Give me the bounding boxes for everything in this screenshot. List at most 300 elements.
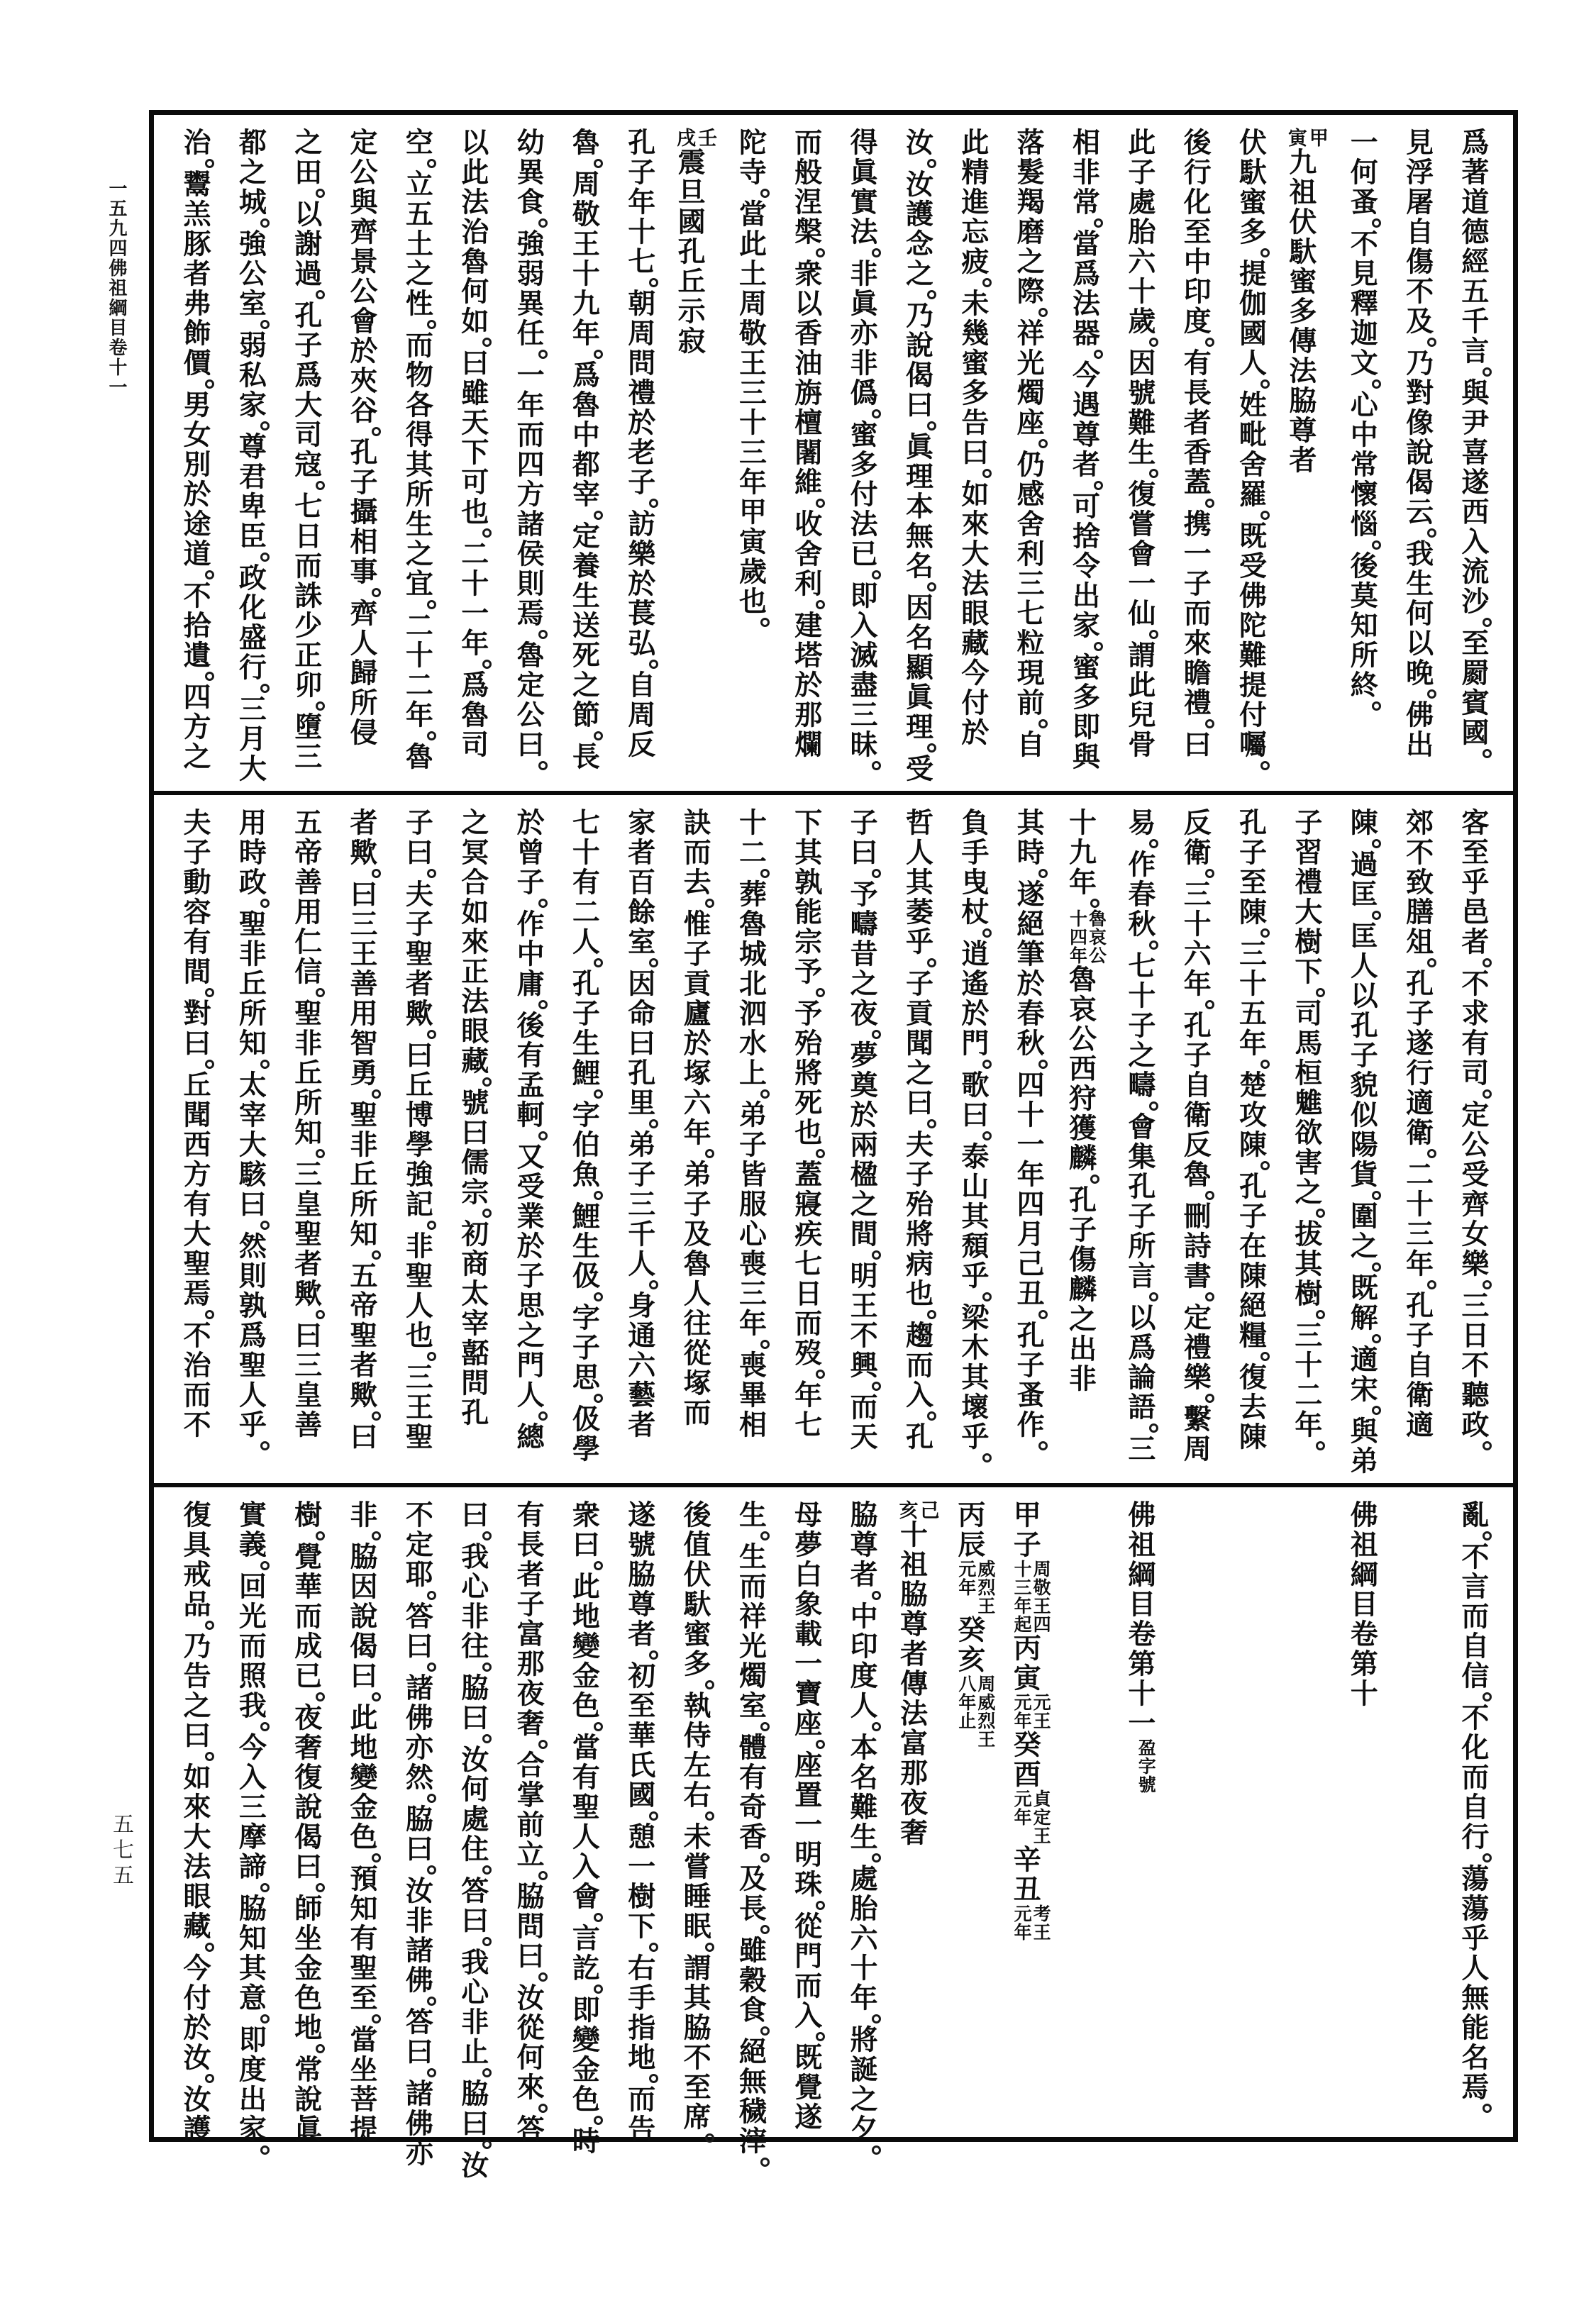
reading-mark — [427, 1997, 436, 2006]
reading-mark — [427, 1865, 436, 1875]
text-column: 陳過匡匡人以孔子貌似陽貨圍之既解適宋與弟 — [1339, 808, 1383, 1476]
reading-mark — [1427, 1280, 1436, 1289]
reading-mark — [927, 958, 936, 967]
reading-mark — [927, 1411, 936, 1421]
reading-mark — [538, 218, 548, 228]
text-column: 曰我心非往脇曰汝何處住答曰我心非止脇曰汝 — [450, 1500, 494, 2180]
reading-mark — [1316, 1441, 1325, 1450]
reading-mark — [316, 290, 325, 299]
reading-mark — [1149, 338, 1158, 347]
text-column: 此精進忘疲未幾蜜多告曰如來大法眼藏今付於 — [951, 128, 994, 784]
reading-mark — [1038, 439, 1048, 448]
text-column: 非脇因說偈曰此地變金色預知有聖至當坐菩提 — [339, 1500, 383, 2180]
reading-mark — [872, 761, 881, 770]
reading-mark — [1483, 749, 1492, 758]
reading-mark — [427, 320, 436, 329]
reading-mark — [982, 1292, 992, 1301]
text-column: 落髮羯磨之際祥光燭座仍感舍利三七粒現前自 — [1006, 128, 1050, 784]
reading-mark — [1149, 940, 1158, 950]
text-column: 孔子年十七朝周問禮於老子訪樂於萇弘自周反 — [617, 128, 661, 784]
reading-mark — [1090, 1175, 1099, 1184]
reading-mark — [427, 869, 436, 878]
reading-mark — [1094, 218, 1103, 228]
reading-mark — [1260, 1060, 1270, 1069]
text-column: 孔子至陳三十五年楚攻陳孔子在陳絕糧復去陳 — [1229, 808, 1273, 1476]
reading-mark — [760, 1853, 770, 1862]
reading-mark — [538, 1740, 548, 1749]
reading-mark — [538, 1871, 548, 1880]
text-column: 者歟曰三王善用智勇聖非丘所知五帝聖者歟曰 — [339, 808, 383, 1476]
reading-mark — [1483, 618, 1492, 627]
reading-mark — [260, 899, 270, 908]
text-column: 汝汝護念之乃說偈曰眞理本無名因名顯眞理受 — [894, 128, 938, 784]
reading-mark — [482, 2068, 492, 2077]
chronology-column: 丙辰 威烈王 元年 癸亥 周威烈王 八年止 — [953, 1500, 994, 1748]
reading-mark — [1483, 367, 1492, 377]
reading-mark — [927, 290, 936, 299]
book-title-margin: 佛祖綱目卷十一 — [106, 258, 127, 397]
reading-mark — [594, 1913, 603, 1922]
text-column: 都之城強公室弱私家尊君卑臣政化盛行三月大 — [228, 128, 272, 784]
reading-mark — [427, 1591, 436, 1600]
register-bottom — [154, 1483, 1513, 2187]
text-column: 郊不致膳俎孔子遂行適衛二十三年孔子自衛適 — [1395, 808, 1439, 1476]
reading-mark — [205, 1621, 214, 1630]
reading-mark — [482, 660, 492, 669]
blank-column — [1395, 1500, 1439, 2180]
reading-mark — [705, 899, 714, 908]
reading-mark — [1427, 338, 1436, 347]
reading-mark — [594, 1394, 603, 1403]
reading-mark — [1316, 1209, 1325, 1218]
text-column: 空立五土之性而物各得其所生之宜二十二年魯 — [394, 128, 438, 784]
reading-mark — [927, 1310, 936, 1319]
reading-mark — [982, 278, 992, 287]
interlinear-note: 考王 元年 — [1012, 1904, 1051, 1941]
sexagenary-date-annotation: 己 亥 — [896, 1500, 939, 1520]
text-column: 訣而去惟子貢廬於塚六年弟子及魯人往從塚而 — [672, 808, 716, 1476]
reading-mark — [816, 499, 825, 508]
reading-mark — [260, 553, 270, 562]
reading-mark — [649, 1650, 658, 1660]
reading-mark — [1149, 630, 1158, 639]
blank-column — [1062, 1500, 1106, 2180]
text-column: 見浮屠自傷不及乃對像說偈云我生何以晚佛出 — [1395, 128, 1439, 784]
reading-mark — [1149, 1101, 1158, 1111]
text-frame — [149, 110, 1518, 2180]
reading-mark — [594, 350, 603, 359]
reading-mark — [1483, 1853, 1492, 1862]
reading-mark — [872, 1853, 881, 1862]
reading-mark — [816, 2032, 825, 2041]
reading-mark — [872, 1591, 881, 1600]
reading-mark — [594, 731, 603, 740]
reading-mark — [1205, 1394, 1214, 1403]
reading-mark — [1205, 1000, 1214, 1009]
text-column: 相非常當爲法器今遇尊者可捨令出家蜜多即與 — [1062, 128, 1106, 784]
reading-mark — [872, 570, 881, 579]
reading-mark — [1205, 1191, 1214, 1200]
blank-column — [1173, 1500, 1217, 2180]
reading-mark — [705, 1149, 714, 1158]
reading-mark — [649, 660, 658, 669]
reading-mark — [872, 869, 881, 878]
canon-serial-number: 一五九四 — [106, 179, 127, 258]
sexagenary-date-annotation: 壬 戌 — [674, 128, 717, 148]
reading-mark — [482, 528, 492, 538]
text-column: 子曰夫子聖者歟曰丘博學強記非聖人也三王聖 — [394, 808, 438, 1476]
reading-mark — [205, 1752, 214, 1761]
reading-mark — [872, 409, 881, 418]
reading-mark — [538, 1972, 548, 1982]
reading-mark — [482, 1937, 492, 1946]
reading-mark — [1149, 839, 1158, 848]
reading-mark — [260, 218, 270, 228]
reading-mark — [1483, 1692, 1492, 1701]
reading-mark — [649, 278, 658, 287]
reading-mark — [205, 1943, 214, 1952]
reading-mark — [816, 1370, 825, 1379]
reading-mark — [482, 1662, 492, 1672]
text-column: 負手曳杖逍遙於門歌曰泰山其頹乎梁木其壞乎 — [951, 808, 994, 1476]
interlinear-note: 魯哀公 十四年 — [1067, 909, 1106, 965]
reading-mark — [816, 248, 825, 257]
reading-mark — [260, 2014, 270, 2023]
reading-mark — [649, 499, 658, 508]
reading-mark — [872, 1250, 881, 1260]
reading-mark — [594, 1191, 603, 1200]
text-column: 後值伏馱蜜多執侍左右未嘗睡眠謂其脇不至席 — [672, 1500, 716, 2180]
reading-mark — [594, 1722, 603, 1731]
reading-mark — [1038, 308, 1048, 317]
entry-heading-tenth-patriarch: 己 亥 十祖脇尊者傳法富那夜奢 — [896, 1500, 939, 1848]
reading-mark — [1372, 1406, 1381, 1415]
text-column: 樹覺華而成已夜奢復說偈曰師坐金色地常說眞 — [284, 1500, 328, 2180]
reading-mark — [372, 1411, 381, 1421]
text-column: 而般涅槃衆以香油旃檀闍維收舍利建塔於那爛 — [784, 128, 828, 784]
text-column: 得眞實法非眞亦非僞蜜多付法已即入滅盡三昧 — [839, 128, 883, 784]
reading-mark — [1260, 511, 1270, 520]
text-column: 爲著道德經五千言與尹喜遂西入流沙至罽賓國 — [1451, 128, 1495, 784]
text-column: 十二葬魯城北泗水上弟子皆服心喪三年喪畢相 — [728, 808, 772, 1476]
reading-mark — [1205, 1292, 1214, 1301]
reading-mark — [427, 159, 436, 168]
reading-mark — [594, 1292, 603, 1301]
text-column: 五帝善用仁信聖非丘所知三皇聖者歟曰三皇善 — [284, 808, 328, 1476]
reading-mark — [427, 1352, 436, 1361]
text-column: 易作春秋七十子之疇會集孔子所言以爲論語三 — [1117, 808, 1161, 1476]
reading-mark — [1427, 1149, 1436, 1158]
reading-mark — [372, 1089, 381, 1099]
text-column: 之田以謝過孔子爲大司寇七日而誅少正卯墮三 — [284, 128, 328, 784]
reading-mark — [538, 1000, 548, 1009]
reading-mark — [1372, 1262, 1381, 1272]
reading-mark — [205, 159, 214, 168]
reading-mark — [816, 988, 825, 997]
reading-mark — [594, 958, 603, 967]
text-column: 七十有二人孔子生鯉字伯魚鯉生伋字子思伋學 — [561, 808, 605, 1476]
interlinear-note: 周敬王四 十三年起 — [1012, 1560, 1051, 1633]
reading-mark — [982, 469, 992, 478]
reading-mark — [538, 1131, 548, 1140]
reading-mark — [427, 1662, 436, 1672]
reading-mark — [1038, 1310, 1048, 1319]
blank-column — [1284, 1500, 1328, 2180]
reading-mark — [1205, 869, 1214, 878]
reading-mark — [1483, 1280, 1492, 1289]
reading-mark — [927, 582, 936, 592]
text-column: 母夢白象載一寶座座置一明珠從門而入既覺遂 — [784, 1500, 828, 2180]
reading-mark — [1316, 988, 1325, 997]
text-column: 用時政聖非丘所知太宰大駭曰然則孰爲聖人乎 — [228, 808, 272, 1476]
text-column: 幼異食強弱異任一年而四方諸侯則焉魯定公曰 — [506, 128, 550, 784]
text-column: 哲人其萎乎子貢聞之曰夫子殆將病也趨而入孔 — [894, 808, 938, 1476]
text-column: 其時遂絕筆於春秋四十一年四月己丑孔子蚤作 — [1006, 808, 1050, 1476]
reading-mark — [482, 1734, 492, 1743]
reading-mark — [705, 1943, 714, 1952]
reading-mark — [649, 1280, 658, 1289]
reading-mark — [927, 1119, 936, 1128]
reading-mark — [205, 988, 214, 997]
text-column: 復具戒品乃告之曰如來大法眼藏今付於汝汝護 — [172, 1500, 216, 2180]
text-column: 衆曰此地變金色當有聖人入會言訖即變金色時 — [561, 1500, 605, 2180]
reading-mark — [1094, 642, 1103, 651]
sexagenary-date-annotation: 甲 寅 — [1285, 128, 1328, 148]
reading-mark — [594, 511, 603, 520]
reading-mark — [1260, 761, 1270, 770]
reading-mark — [260, 1060, 270, 1069]
text-column: 於曾子作中庸後有孟軻又受業於子思之門人總 — [506, 808, 550, 1476]
reading-mark — [482, 1209, 492, 1218]
reading-mark — [1205, 338, 1214, 347]
reading-mark — [872, 248, 881, 257]
text-column: 脇尊者中印度人本名難生處胎六十年將誕之夕 — [839, 1500, 883, 2180]
text-column: 之冥合如來正法眼藏號曰儒宗初商太宰嚭問孔 — [450, 808, 494, 1476]
reading-mark — [1483, 958, 1492, 967]
reading-mark — [872, 1030, 881, 1039]
reading-mark — [1483, 1531, 1492, 1540]
reading-mark — [1260, 1352, 1270, 1361]
reading-mark — [649, 1943, 658, 1952]
reading-mark — [1483, 1441, 1492, 1450]
reading-mark — [482, 1077, 492, 1087]
reading-mark — [649, 2074, 658, 2083]
text-column: 治鬻羔豚者弗飾價男女別於途道不拾遺四方之 — [172, 128, 216, 784]
blank-column — [1229, 1500, 1273, 2180]
interlinear-note: 元王 元年 — [1012, 1693, 1051, 1730]
text-column: 生生而祥光燭室體有奇香及長雖穀食絕無穢滓 — [728, 1500, 772, 2180]
reading-mark — [427, 1030, 436, 1039]
reading-mark — [872, 2014, 881, 2023]
reading-mark — [260, 320, 270, 329]
reading-mark — [1483, 1089, 1492, 1099]
reading-mark — [372, 1853, 381, 1862]
text-column: 夫子動容有間對曰丘聞西方有大聖焉不治而不 — [172, 808, 216, 1476]
reading-mark — [316, 1310, 325, 1319]
reading-mark — [538, 761, 548, 770]
reading-mark — [982, 1131, 992, 1140]
reading-mark — [316, 701, 325, 711]
reading-mark — [1149, 1292, 1158, 1301]
reading-mark — [1372, 1334, 1381, 1343]
reading-mark — [372, 1250, 381, 1260]
reading-mark — [1372, 911, 1381, 920]
reading-mark — [372, 588, 381, 597]
text-column: 遂號脇尊者初至華氏國憩一樹下右手指地而告 — [617, 1500, 661, 2180]
reading-mark — [316, 988, 325, 997]
reading-mark — [538, 2104, 548, 2113]
reading-mark — [760, 1089, 770, 1099]
text-column: 魯周敬王十九年爲魯中都宰定養生送死之節長 — [561, 128, 605, 784]
interlinear-note: 貞定王 元年 — [1012, 1789, 1051, 1845]
reading-mark — [427, 731, 436, 740]
reading-mark — [316, 2044, 325, 2053]
reading-mark — [1260, 928, 1270, 938]
reading-mark — [760, 618, 770, 627]
text-column: 此子處胎六十歲因號難生復嘗會一仙謂此兒骨 — [1117, 128, 1161, 784]
reading-mark — [260, 1441, 270, 1450]
reading-mark — [316, 189, 325, 198]
reading-mark — [1427, 528, 1436, 538]
reading-mark — [260, 421, 270, 431]
reading-mark — [982, 1453, 992, 1462]
text-column: 客至乎邑者不求有司定公受齊女樂三日不聽政 — [1451, 808, 1495, 1476]
reading-mark — [205, 1310, 214, 1319]
reading-mark — [372, 1692, 381, 1701]
reading-mark — [649, 1119, 658, 1128]
reading-mark — [816, 600, 825, 609]
text-column: 陀寺當此土周敬王三十三年甲寅歲也 — [728, 128, 772, 784]
text-column: 反衛三十六年孔子自衛反魯刪詩書定禮樂繫周 — [1173, 808, 1217, 1476]
reading-mark — [482, 338, 492, 347]
reading-mark — [982, 928, 992, 938]
reading-mark — [427, 1794, 436, 1803]
text-column: 一何蚤不見釋迦文心中常懷惱後莫知所終 — [1339, 128, 1383, 784]
reading-mark — [872, 1722, 881, 1731]
interlinear-note: 威烈王 元年 — [955, 1560, 994, 1615]
text-column: 亂不言而自信不化而自行蕩蕩乎人無能名焉 — [1451, 1500, 1495, 2180]
reading-mark — [594, 159, 603, 168]
reading-mark — [594, 2116, 603, 2125]
reading-mark — [1372, 218, 1381, 228]
reading-mark — [427, 1221, 436, 1230]
reading-mark — [1149, 1423, 1158, 1433]
reading-mark — [1372, 839, 1381, 848]
reading-mark — [1316, 1310, 1325, 1319]
reading-mark — [1260, 1161, 1270, 1170]
reading-mark — [816, 1149, 825, 1158]
reading-mark — [649, 958, 658, 967]
folio-page-number: 五七五 — [109, 1813, 133, 1889]
reading-mark — [594, 1984, 603, 1994]
reading-mark — [1038, 1441, 1048, 1450]
reading-mark — [260, 1722, 270, 1731]
reading-mark — [1038, 869, 1048, 878]
reading-mark — [1260, 248, 1270, 257]
reading-mark — [1149, 469, 1158, 478]
reading-mark — [760, 1531, 770, 1540]
reading-mark — [482, 1865, 492, 1875]
reading-mark — [760, 2158, 770, 2167]
reading-mark — [260, 1561, 270, 1570]
text-column: 實義回光而照我今入三摩諦脇知其意即度出家 — [228, 1500, 272, 2180]
text-column: 下其孰能宗予予殆將死也蓋寢疾七日而歿年七 — [784, 808, 828, 1476]
reading-mark — [1260, 379, 1270, 389]
reading-mark — [482, 2140, 492, 2149]
text-column: 定公與齊景公會於夾谷孔子攝相事齊人歸所侵 — [339, 128, 383, 784]
reading-mark — [760, 189, 770, 198]
reading-mark — [260, 1883, 270, 1892]
reading-mark — [760, 869, 770, 878]
text-column: 伏馱蜜多提伽國人姓毗舍羅既受佛陀難提付囑 — [1229, 128, 1273, 784]
reading-mark — [927, 421, 936, 431]
reading-mark — [316, 1531, 325, 1540]
reading-mark — [705, 2133, 714, 2143]
reading-mark — [372, 2014, 381, 2023]
text-column: 子習禮大樹下司馬桓魋欲害之拔其樹三十二年 — [1284, 808, 1328, 1476]
reading-mark — [1090, 899, 1099, 908]
annotated-column: 十九年 魯哀公 十四年 魯哀公西狩獲麟孔子傷麟之出非 — [1065, 808, 1106, 1394]
chronology-column: 甲子 周敬王四 十三年起 丙寅 元王 元年 癸酉 貞定王 元年 辛丑 考王 元年 — [1009, 1500, 1051, 1941]
reading-mark — [927, 743, 936, 753]
chapter-start-title: 佛祖綱目卷第十一 盈字號 — [1124, 1500, 1156, 1794]
reading-mark — [1427, 958, 1436, 967]
reading-mark — [816, 1740, 825, 1749]
reading-mark — [316, 1883, 325, 1892]
reading-mark — [316, 1149, 325, 1158]
interlinear-note: 周威烈王 八年止 — [955, 1675, 994, 1748]
reading-mark — [816, 1901, 825, 1910]
reading-mark — [316, 1692, 325, 1701]
reading-mark — [372, 1531, 381, 1540]
reading-mark — [205, 672, 214, 681]
interlinear-note: 盈字號 — [1136, 1738, 1156, 1794]
text-column: 以此法治魯何如曰雖天下可也二十一年爲魯司 — [450, 128, 494, 784]
register-middle — [154, 791, 1513, 1483]
reading-mark — [1038, 1060, 1048, 1069]
reading-mark — [372, 427, 381, 436]
text-column: 不定耶答曰諸佛亦然脇曰汝非諸佛答曰諸佛亦 — [394, 1500, 438, 2180]
reading-mark — [705, 1811, 714, 1821]
reading-mark — [205, 2074, 214, 2083]
reading-mark — [1483, 2104, 1492, 2113]
reading-mark — [205, 1060, 214, 1069]
reading-mark — [538, 630, 548, 639]
reading-mark — [982, 1060, 992, 1069]
reading-mark — [427, 2068, 436, 2077]
reading-mark — [482, 1531, 492, 1540]
reading-mark — [538, 1411, 548, 1421]
reading-mark — [1372, 1191, 1381, 1200]
reading-mark — [372, 869, 381, 878]
register-top — [154, 115, 1513, 791]
reading-mark — [760, 2026, 770, 2036]
reading-mark — [1205, 719, 1214, 728]
reading-mark — [538, 350, 548, 359]
text-column: 子曰予疇昔之夜夢奠於兩楹之間明王不興而天 — [839, 808, 883, 1476]
reading-mark — [1372, 540, 1381, 550]
reading-mark — [1094, 350, 1103, 359]
chapter-end-title: 佛祖綱目卷第十 — [1346, 1500, 1378, 1709]
reading-mark — [872, 1382, 881, 1391]
reading-mark — [1372, 701, 1381, 711]
reading-mark — [1205, 499, 1214, 508]
reading-mark — [760, 1340, 770, 1349]
text-column: 有長者子富那夜奢合掌前立脇問曰汝從何來答 — [506, 1500, 550, 2180]
reading-mark — [927, 159, 936, 168]
text-column: 家者百餘室因命曰孔里弟子三千人身通六藝者 — [617, 808, 661, 1476]
reading-mark — [1094, 481, 1103, 490]
